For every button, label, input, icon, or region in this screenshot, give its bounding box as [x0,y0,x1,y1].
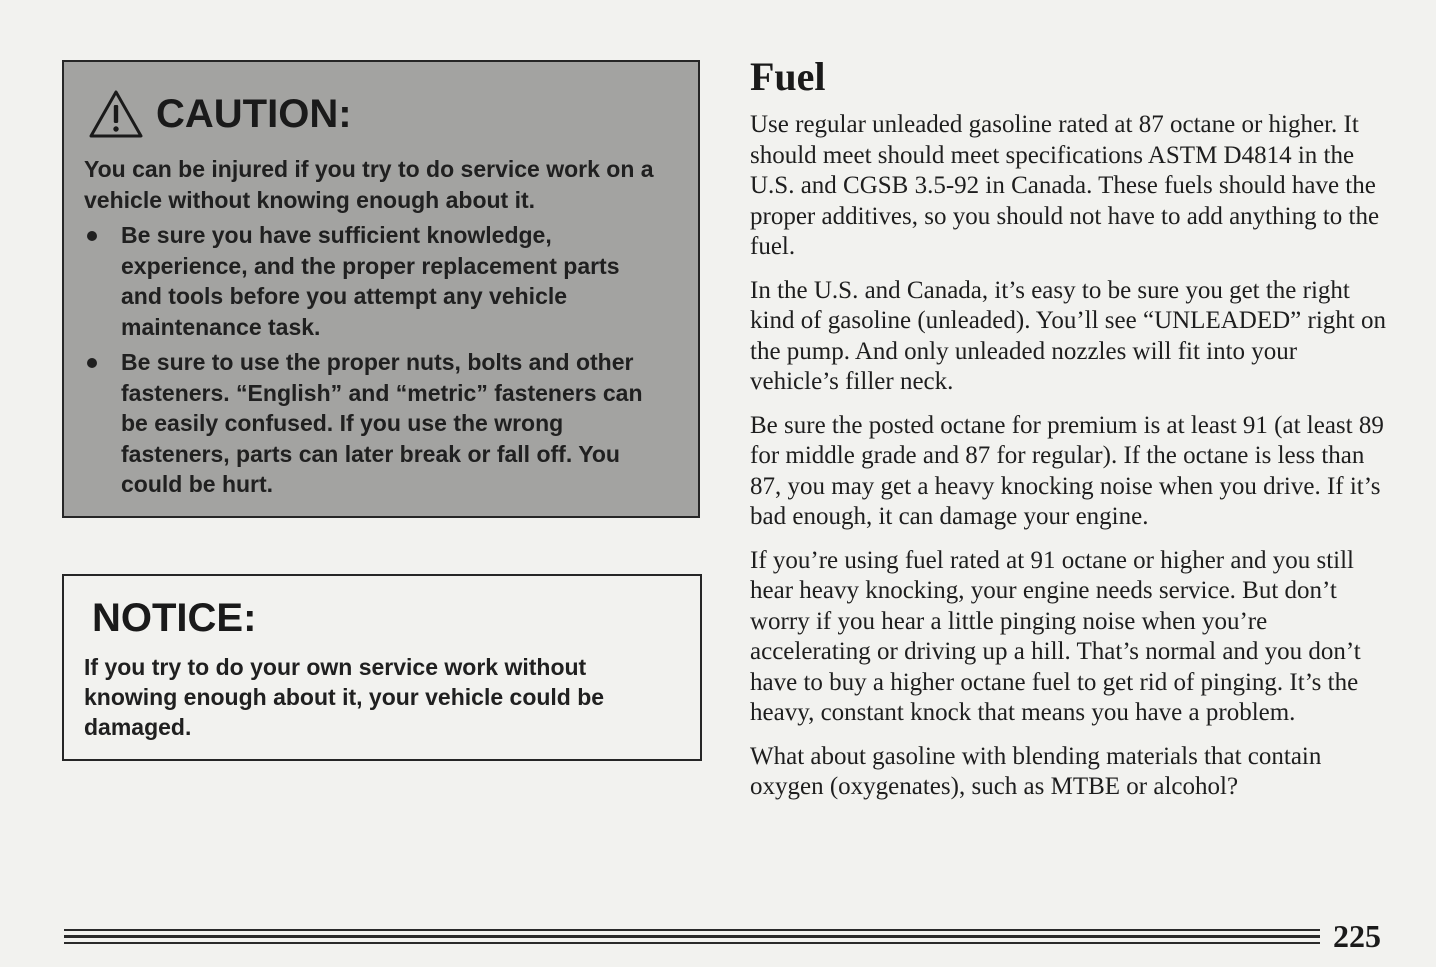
caution-bullet-item [84,220,644,342]
bullet-icon [87,358,97,368]
caution-intro: You can be injured if you try to do service work on a vehicle without knowing enough about it. [84,156,654,213]
caution-bullet-text: Be sure to use the proper nuts, bolts and other fasteners. “English” and “metric” fasteners can be easily confused. If you use the wrong fasteners, parts can later break or fall off. You could be hurt. [121,349,643,497]
warning-triangle-icon [88,89,144,139]
section-title: Fuel [750,54,826,99]
footer-rule [64,935,1320,938]
paragraph: What about gasoline with blending materials that contain oxygen (oxygenates), such as MTBE or alcohol? [750,742,1322,800]
paragraph: Be sure the posted octane for premium is at least 91 (at least 89 for middle grade and 87 for regular). If the octane is less than 87, you may get a heavy knocking noise when you drive. If it’s bad enough, it can damage your engine. [750,411,1384,530]
caution-box [62,60,700,518]
footer-rule [64,929,1320,931]
fuel-section-body [750,110,1390,816]
bullet-icon [87,231,97,241]
caution-list [84,220,644,505]
paragraph: In the U.S. and Canada, it’s easy to be sure you get the right kind of gasoline (unleaded). You’ll see “UNLEADED” right on the pump. And only unleaded nozzles will fit into your vehicle’s filler neck. [750,276,1386,395]
notice-title: NOTICE: [92,596,257,640]
page-number: 225 [1333,918,1381,954]
caution-header [88,84,352,144]
caution-bullet-text: Be sure you have sufficient knowledge, experience, and the proper replacement parts and tools before you attempt any vehicle maintenance task. [121,222,620,340]
footer-rule [64,942,1320,944]
notice-box [62,574,702,761]
caution-bullet-item [84,347,644,500]
paragraph: If you’re using fuel rated at 91 octane or higher and you still hear heavy knocking, your engine needs service. But don’t worry if you hear a little pinging noise when you’re accelerating or driving up a hill. That’s normal and you don’t have to buy a higher octane fuel to get rid of pinging. It’s the heavy, constant knock that means you have a problem. [750,546,1361,726]
notice-body: If you try to do your own service work without knowing enough about it, your vehicle could be damaged. [84,654,605,740]
paragraph: Use regular unleaded gasoline rated at 87 octane or higher. It should meet should meet specifications ASTM D4814 in the U.S. and CGSB 3.5-92 in Canada. These fuels should have the proper additives, so you should not have to add anything to the fuel. [750,111,1380,260]
caution-title: CAUTION: [156,91,352,136]
